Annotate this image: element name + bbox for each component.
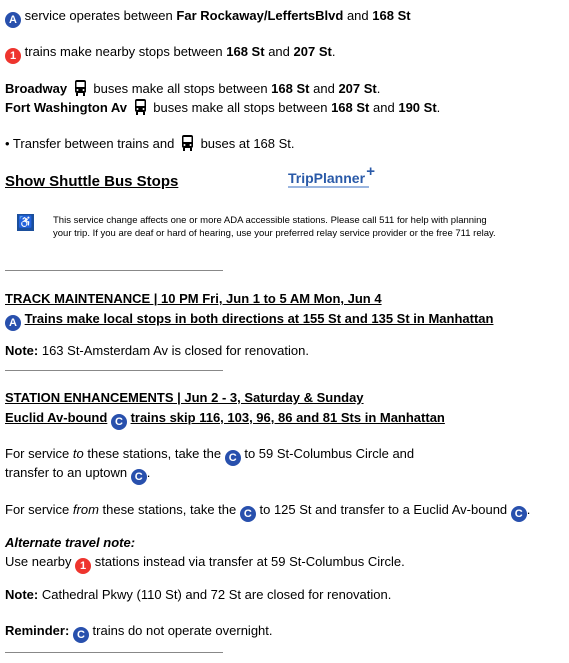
c-train-icon: C — [73, 627, 89, 643]
bus-icon — [74, 80, 87, 101]
fort-washington-bus-line: Fort Washington Av buses make all stops between 168 St and 190 St. — [5, 99, 440, 120]
wheelchair-icon: ♿ — [18, 215, 33, 229]
track-maintenance-subheader: A Trains make local stops in both directions at 155 St and 135 St in Manhattan — [5, 310, 493, 331]
bus-icon — [181, 135, 194, 156]
c-train-icon: C — [111, 414, 127, 430]
service-to-line: For service to these stations, take the C to 59 St-Columbus Circle and — [5, 446, 415, 464]
tripplanner-logo[interactable]: TripPlanner + — [288, 163, 376, 186]
c-train-icon: C — [131, 469, 147, 485]
divider — [5, 652, 223, 653]
ada-notice: This service change affects one or more ADA accessible stations. Please call 511 for help with planning your trip. If you are deaf or hard of hearing, use your preferred relay service provider or the free 711 relay. — [53, 215, 496, 239]
divider — [5, 370, 223, 371]
broadway-bus-line: Broadway buses make all stops between 168 St and 207 St. — [5, 80, 380, 101]
transfer-line: • Transfer between trains and buses at 168 St. — [5, 135, 295, 156]
bus-icon — [134, 99, 147, 120]
station-enhancements-subheader: Euclid Av-bound C trains skip 116, 103, 96, 86 and 81 Sts in Manhattan — [5, 410, 445, 428]
c-train-icon: C — [225, 450, 241, 466]
1-train-icon: 1 — [75, 558, 91, 574]
track-note: Note: 163 St-Amsterdam Av is closed for renovation. — [5, 343, 309, 358]
c-train-icon: C — [511, 506, 527, 522]
alternate-travel-line: Use nearby 1 stations instead via transfer at 59 St-Columbus Circle. — [5, 554, 405, 572]
service-line-1: 1 trains make nearby stops between 168 St and 207 St. — [5, 43, 335, 64]
alternate-travel-label: Alternate travel note: — [5, 535, 136, 550]
station-enhancements-header: STATION ENHANCEMENTS | Jun 2 - 3, Saturday & Sunday — [5, 390, 364, 405]
reminder-line: Reminder: C trains do not operate overnight. — [5, 623, 273, 641]
track-maintenance-header: TRACK MAINTENANCE | 10 PM Fri, Jun 1 to 5 AM Mon, Jun 4 — [5, 291, 382, 306]
service-from-line: For service from these stations, take the C to 125 St and transfer to a Euclid Av-bound C . — [5, 502, 531, 520]
show-shuttle-bus-stops-link[interactable]: Show Shuttle Bus Stops — [5, 173, 179, 190]
divider — [5, 270, 223, 271]
service-to-line-2: transfer to an uptown C . — [5, 465, 151, 483]
a-train-icon: A — [5, 315, 21, 331]
service-line-a: A service operates between Far Rockaway/LeffertsBlvd and 168 St — [5, 7, 411, 28]
station-note: Note: Cathedral Pkwy (110 St) and 72 St are closed for renovation. — [5, 587, 392, 602]
1-train-icon: 1 — [5, 48, 21, 64]
c-train-icon: C — [240, 506, 256, 522]
a-train-icon: A — [5, 12, 21, 28]
